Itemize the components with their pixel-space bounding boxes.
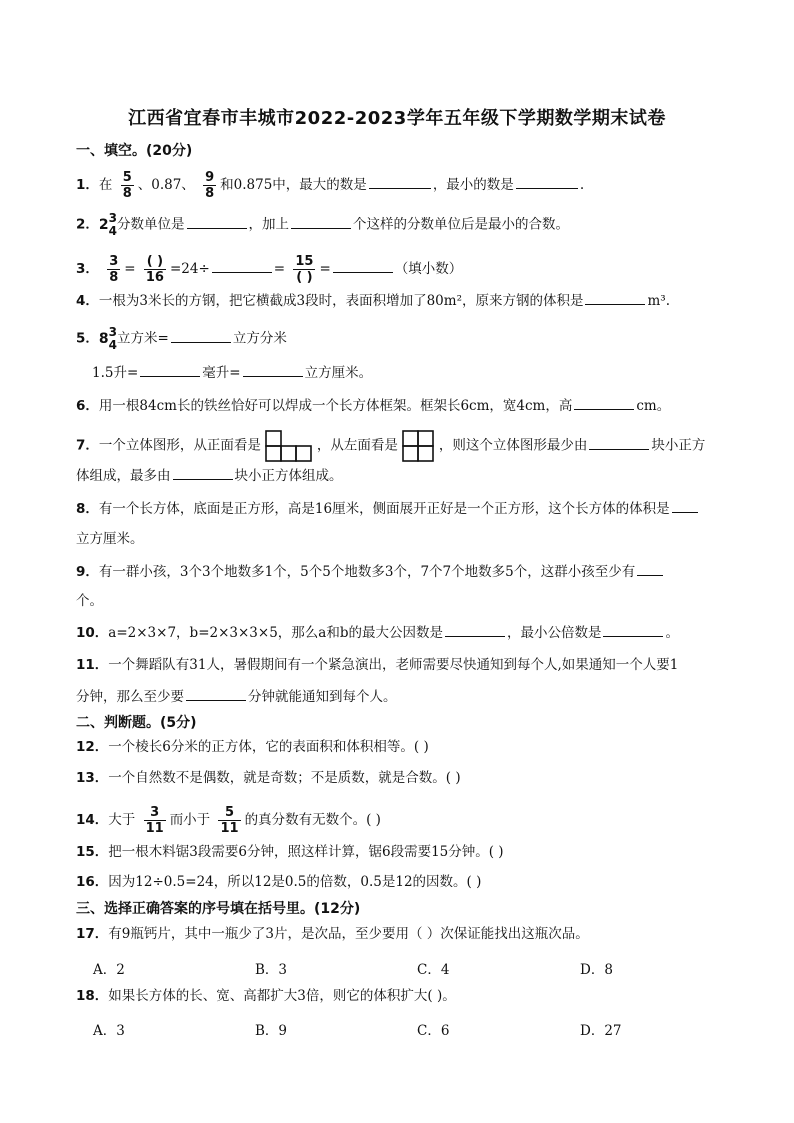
question-text: 立方厘米。	[304, 365, 373, 381]
question-number: 15．	[76, 844, 109, 860]
option-c[interactable]: C．4	[417, 962, 450, 978]
question-11	[76, 655, 678, 675]
answer-blank[interactable]	[291, 214, 351, 229]
question-text: 把一根木料锯3段需要6分钟，照这样计算，锯6段需要15分钟。( )	[108, 844, 504, 860]
question-number: 7．	[76, 437, 99, 454]
question-text: 、0.87、	[137, 177, 195, 193]
question-text: 分钟就能通知到每个人。	[248, 689, 397, 705]
question-number: 6．	[76, 398, 99, 414]
question-6	[76, 395, 670, 416]
question-13	[76, 768, 461, 788]
question-text: 体组成，最多由	[76, 468, 171, 484]
question-8-line-2: 立方厘米。	[76, 531, 144, 547]
question-text: 而小于	[169, 812, 211, 828]
left-view-figure	[402, 430, 435, 462]
question-number: 16．	[76, 874, 109, 890]
question-10	[76, 622, 679, 643]
section-true-false: 二、判断题。(5分)	[76, 715, 197, 731]
question-text: ，从左面看是	[316, 437, 398, 454]
question-2	[76, 212, 569, 238]
question-text: 有9瓶钙片，其中一瓶少了3片，是次品，至少要用（ ）次保证能找出这瓶次品。	[108, 926, 589, 942]
question-3	[76, 254, 462, 285]
question-text: cm。	[636, 398, 671, 414]
equals-sign: =	[319, 261, 331, 277]
option-a[interactable]: A．3	[93, 1023, 125, 1039]
question-1	[76, 170, 584, 201]
mixed-number: 8 3 4	[98, 325, 118, 352]
answer-blank[interactable]	[637, 561, 663, 576]
question-text: 立方分米	[232, 330, 287, 347]
question-number: 8．	[76, 501, 99, 517]
answer-blank[interactable]	[186, 686, 246, 701]
question-number: 5．	[76, 330, 99, 347]
front-view-figure	[265, 430, 313, 462]
equals-sign: =	[273, 261, 286, 277]
question-number: 11．	[76, 657, 109, 673]
question-4	[76, 290, 670, 311]
option-d[interactable]: D．8	[580, 962, 613, 978]
question-number: 18．	[76, 988, 109, 1004]
answer-blank[interactable]	[585, 290, 645, 305]
question-text: 用一根84cm长的铁丝恰好可以焊成一个长方体框架。框架长6cm，宽4cm，高	[98, 398, 573, 414]
question-number: 2．	[76, 216, 99, 233]
answer-blank[interactable]	[173, 465, 233, 480]
fraction: $\frac{3}{8}$	[109, 254, 119, 285]
section-fill-in: 一、填空。(20分)	[76, 143, 193, 159]
question-8	[76, 498, 700, 519]
question-number: 13．	[76, 770, 109, 786]
fraction: $\frac{5}{11}$	[220, 805, 239, 836]
answer-blank[interactable]	[589, 435, 649, 450]
question-text: 一个棱长6分米的正方体，它的表面积和体积相等。( )	[108, 739, 429, 755]
question-text: 一根为3米长的方钢，把它横截成3段时，表面积增加了80m²，原来方钢的体积是	[98, 293, 584, 309]
question-text: 1.5升=	[92, 365, 139, 381]
fraction: $\frac{5}{8}$	[122, 170, 132, 201]
answer-blank[interactable]	[603, 622, 663, 637]
question-15	[76, 842, 504, 862]
answer-blank[interactable]	[516, 174, 578, 189]
question-text: 在	[98, 177, 113, 193]
fraction-blank[interactable]: $\frac{15}{( )}$	[295, 254, 314, 285]
question-text: 大于	[108, 812, 136, 828]
question-11-line-2	[76, 686, 397, 707]
question-text: 有一个长方体，底面是正方形，高是16厘米，侧面展开正好是一个正方形，这个长方体的体积是	[98, 501, 670, 517]
question-18	[76, 986, 456, 1006]
answer-blank[interactable]	[140, 362, 200, 377]
question-number: 1．	[76, 177, 99, 193]
exam-title: 江西省宜春市丰城市2022-2023学年五年级下学期数学期末试卷	[128, 108, 666, 129]
equals-sign: =	[124, 261, 136, 277]
question-text: 一个立体图形，从正面看是	[98, 437, 261, 454]
fraction-blank[interactable]: $\frac{( )}{16}$	[145, 254, 164, 285]
question-text: （填小数）	[394, 261, 463, 277]
option-b[interactable]: B．9	[255, 1023, 288, 1039]
question-text: 个这样的分数单位后是最小的合数。	[353, 216, 570, 233]
option-a[interactable]: A．2	[93, 962, 125, 978]
question-16	[76, 872, 481, 892]
question-text: =24÷	[169, 261, 210, 277]
option-b[interactable]: B．3	[255, 962, 288, 978]
question-5	[76, 326, 287, 352]
section-multiple-choice: 三、选择正确答案的序号填在括号里。(12分)	[76, 901, 361, 917]
question-text: .	[579, 177, 585, 193]
option-d[interactable]: D．27	[580, 1023, 622, 1039]
question-7	[76, 430, 705, 462]
question-number: 14．	[76, 812, 109, 828]
question-text: 块小正方体组成。	[234, 468, 343, 484]
question-5-line-2	[92, 362, 372, 383]
question-text: 如果长方体的长、宽、高都扩大3倍，则它的体积扩大( )。	[108, 988, 456, 1004]
answer-blank[interactable]	[212, 258, 272, 273]
question-text: 。	[665, 625, 679, 641]
question-text: 毫升=	[202, 365, 241, 381]
question-number: 3．	[76, 261, 99, 277]
mixed-number: 2 3 4	[98, 211, 118, 238]
fraction: $\frac{3}{11}$	[145, 805, 164, 836]
answer-blank[interactable]	[187, 214, 247, 229]
question-number: 9．	[76, 564, 99, 580]
question-14	[76, 805, 381, 836]
question-text: 块小正方	[651, 437, 706, 454]
question-text: 的真分数有无数个。( )	[244, 812, 381, 828]
answer-blank[interactable]	[574, 395, 634, 410]
question-12	[76, 737, 429, 757]
question-9	[76, 561, 665, 582]
question-number: 10．	[76, 625, 109, 641]
question-text: 立方米=	[117, 330, 169, 347]
question-text: a=2×3×7，b=2×3×3×5，那么a和b的最大公因数是	[108, 625, 443, 641]
question-9-line-2: 个。	[76, 593, 103, 609]
question-7-line-2	[76, 465, 343, 486]
answer-blank[interactable]	[445, 622, 505, 637]
answer-blank[interactable]	[369, 174, 431, 189]
answer-blank[interactable]	[672, 498, 698, 513]
question-text: 和0.875中，最大的数是	[220, 177, 367, 193]
question-text: 一个自然数不是偶数，就是奇数；不是质数，就是合数。( )	[108, 770, 461, 786]
question-text: 分钟，那么至少要	[76, 689, 184, 705]
question-text: m³.	[647, 293, 670, 309]
question-text: 分数单位是	[117, 216, 185, 233]
question-text: 因为12÷0.5=24，所以12是0.5的倍数，0.5是12的因数。( )	[108, 874, 482, 890]
question-number: 12．	[76, 739, 109, 755]
question-text: 一个舞蹈队有31人，暑假期间有一个紧急演出，老师需要尽快通知到每个人,如果通知一个人要1	[108, 657, 679, 673]
question-text: ，则这个立体图形最少由	[438, 437, 588, 454]
question-text: ，最小的数是	[432, 177, 514, 193]
option-c[interactable]: C．6	[417, 1023, 450, 1039]
question-text: ，最小公倍数是	[506, 625, 602, 641]
question-17	[76, 924, 589, 944]
question-number: 4．	[76, 293, 99, 309]
question-text: ，加上	[248, 216, 290, 233]
fraction: $\frac{9}{8}$	[205, 170, 215, 201]
question-text: 有一群小孩，3个3个地数多1个，5个5个地数多3个，7个7个地数多5个，这群小孩至少有	[98, 564, 636, 580]
answer-blank[interactable]	[243, 362, 303, 377]
answer-blank[interactable]	[171, 328, 231, 343]
question-number: 17．	[76, 926, 109, 942]
answer-blank[interactable]	[333, 258, 393, 273]
